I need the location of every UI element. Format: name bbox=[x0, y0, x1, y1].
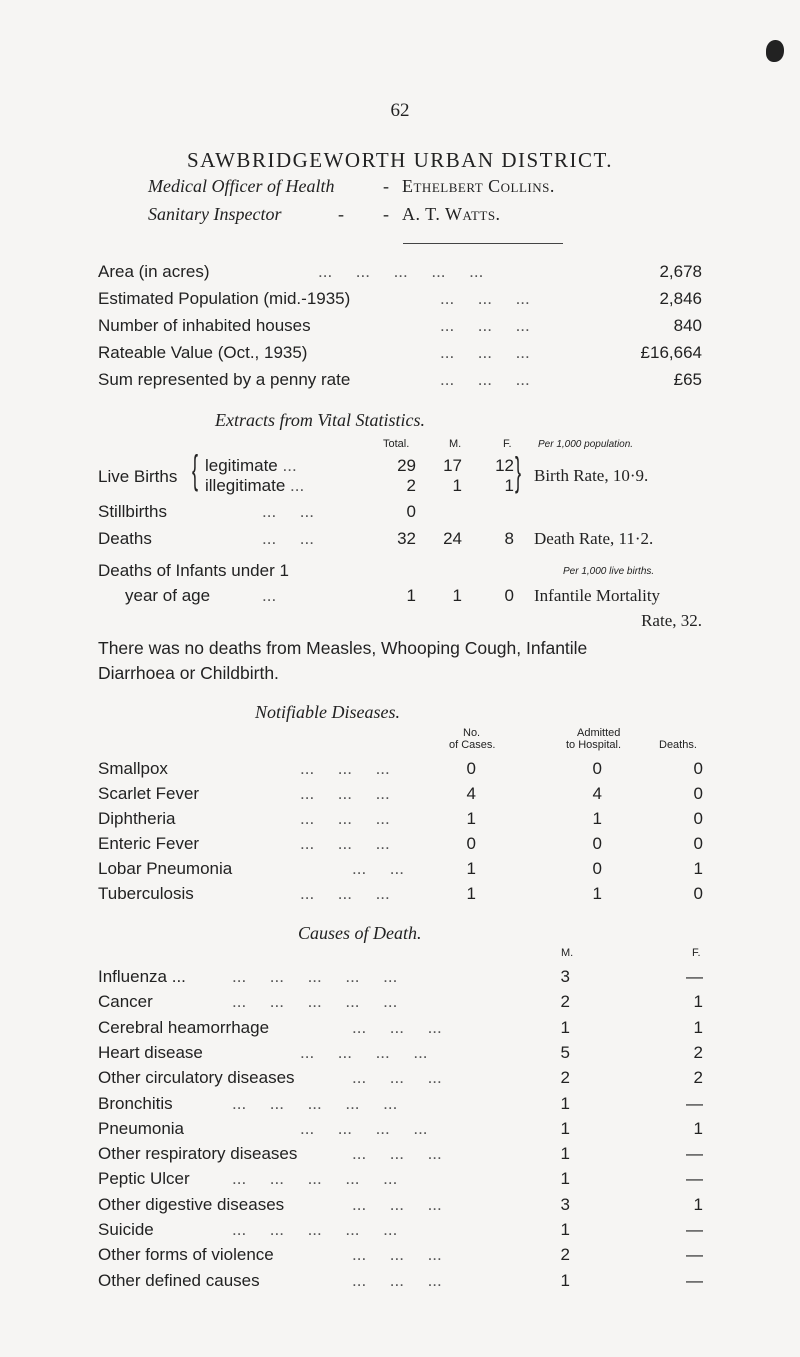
cause-m: 5 bbox=[560, 1043, 570, 1062]
leader-dots: ... ... ... ... ... bbox=[318, 262, 484, 281]
header-causes-f: F. bbox=[692, 947, 701, 959]
disease-cases: 0 bbox=[466, 834, 476, 853]
disease-name: Enteric Fever bbox=[98, 834, 200, 853]
summary-label: Sum represented by a penny rate bbox=[98, 370, 351, 389]
divider-rule bbox=[403, 243, 563, 244]
header-f: F. bbox=[503, 438, 512, 450]
summary-label: Rateable Value (Oct., 1935) bbox=[98, 343, 308, 362]
disease-admitted: 0 bbox=[592, 834, 602, 853]
cause-m: 1 bbox=[560, 1144, 570, 1163]
summary-value: 2,678 bbox=[659, 262, 702, 281]
disease-name: Tuberculosis bbox=[98, 884, 194, 903]
official-role-medical: Medical Officer of Health bbox=[148, 176, 335, 196]
stillbirths-total: 0 bbox=[406, 502, 416, 521]
legitimate-m: 17 bbox=[443, 456, 462, 475]
leader-dots: ... ... ... bbox=[352, 1144, 442, 1163]
leader-dots: ... bbox=[262, 586, 277, 605]
disease-cases: 0 bbox=[466, 759, 476, 778]
causes-title: Causes of Death. bbox=[298, 923, 422, 943]
cause-name: Other digestive diseases bbox=[98, 1195, 285, 1214]
cause-m: 1 bbox=[560, 1119, 570, 1138]
cause-f: — bbox=[686, 1169, 703, 1188]
cause-f: — bbox=[686, 1220, 703, 1239]
leader-dots: ... ... ... ... ... bbox=[232, 1094, 398, 1113]
cause-f: 1 bbox=[693, 1018, 703, 1037]
cause-name: Bronchitis bbox=[98, 1094, 173, 1113]
disease-name: Lobar Pneumonia bbox=[98, 859, 233, 878]
disease-cases: 1 bbox=[466, 884, 476, 903]
cause-m: 2 bbox=[560, 1068, 570, 1087]
header-admitted-1: Admitted bbox=[577, 727, 621, 739]
cause-m: 1 bbox=[560, 1018, 570, 1037]
cause-name: Cerebral heamorrhage bbox=[98, 1018, 270, 1037]
document-title: SAWBRIDGEWORTH URBAN DISTRICT. bbox=[186, 148, 614, 172]
leader-dots: ... ... ... bbox=[440, 370, 530, 389]
leader-dots: ... ... ... bbox=[300, 884, 390, 903]
leader-dots: ... ... ... ... ... bbox=[232, 992, 398, 1011]
cause-name: Suicide bbox=[98, 1220, 154, 1239]
disease-deaths: 0 bbox=[693, 884, 703, 903]
cause-m: 1 bbox=[560, 1271, 570, 1290]
header-cases-1: No. bbox=[463, 727, 481, 739]
deaths-m: 24 bbox=[443, 529, 462, 548]
official-name-sanitary: A. T. Watts. bbox=[402, 204, 501, 224]
disease-cases: 4 bbox=[466, 784, 476, 803]
brace-left: { bbox=[192, 448, 199, 492]
leader-dots: ... ... ... bbox=[300, 809, 390, 828]
leader-dots: ... ... ... bbox=[352, 1195, 442, 1214]
page-number: 62 bbox=[390, 100, 410, 121]
vital-stats-title: Extracts from Vital Statistics. bbox=[215, 410, 425, 430]
header-per-population: Per 1,000 population. bbox=[538, 439, 634, 450]
leader-dots: ... ... ... bbox=[440, 316, 530, 335]
deaths-total: 32 bbox=[397, 529, 416, 548]
illegitimate-f: 1 bbox=[504, 476, 514, 495]
leader-dots: ... ... bbox=[262, 502, 314, 521]
disease-cases: 1 bbox=[466, 809, 476, 828]
leader-dots: ... ... ... bbox=[440, 343, 530, 362]
live-births-label: Live Births bbox=[98, 467, 178, 486]
infant-deaths-label-line2: year of age bbox=[125, 586, 211, 605]
disease-deaths: 0 bbox=[693, 784, 703, 803]
cause-m: 1 bbox=[560, 1169, 570, 1188]
infant-deaths-label-line1: Deaths of Infants under 1 bbox=[98, 561, 289, 580]
disease-admitted: 0 bbox=[592, 759, 602, 778]
disease-name: Scarlet Fever bbox=[98, 784, 200, 803]
leader-dots: ... ... ... bbox=[352, 1271, 442, 1290]
summary-value: 840 bbox=[673, 316, 702, 335]
illegitimate-m: 1 bbox=[452, 476, 462, 495]
header-cases-2: of Cases. bbox=[449, 739, 496, 751]
disease-deaths: 0 bbox=[693, 809, 703, 828]
brace-right: } bbox=[515, 450, 522, 494]
cause-f: 1 bbox=[693, 1195, 703, 1214]
leader-dots: ... ... ... bbox=[352, 1245, 442, 1264]
official-name-medical: Ethelbert Collins. bbox=[402, 176, 555, 196]
header-deaths: Deaths. bbox=[659, 739, 697, 751]
infant-rate-line1: Infantile Mortality bbox=[534, 586, 661, 605]
infant-rate-line2: Rate, 32. bbox=[641, 611, 702, 630]
cause-f: 2 bbox=[693, 1043, 703, 1062]
note-line1: There was no deaths from Measles, Whooping Cough, Infantile bbox=[98, 638, 588, 658]
cause-name: Heart disease bbox=[98, 1043, 203, 1062]
leader-dots: ... ... ... bbox=[300, 784, 390, 803]
summary-value: £65 bbox=[673, 370, 702, 389]
disease-admitted: 1 bbox=[592, 809, 602, 828]
leader-dots: ... ... ... bbox=[300, 834, 390, 853]
leader-dots: ... ... ... bbox=[352, 1068, 442, 1087]
leader-dots: ... ... ... bbox=[300, 759, 390, 778]
disease-cases: 1 bbox=[466, 859, 476, 878]
cause-m: 2 bbox=[560, 1245, 570, 1264]
cause-name: Peptic Ulcer bbox=[98, 1169, 190, 1188]
leader-dots: ... ... bbox=[262, 529, 314, 548]
cause-m: 2 bbox=[560, 992, 570, 1011]
cause-name: Other defined causes bbox=[98, 1271, 260, 1290]
leader-dots: ... ... ... bbox=[352, 1018, 442, 1037]
legitimate-label: legitimate ... bbox=[205, 456, 297, 475]
summary-value: £16,664 bbox=[640, 343, 702, 362]
official-dash: - bbox=[338, 204, 344, 224]
summary-value: 2,846 bbox=[659, 289, 702, 308]
note-line2: Diarrhoea or Childbirth. bbox=[98, 663, 279, 683]
summary-label: Area (in acres) bbox=[98, 262, 210, 281]
summary-label: Estimated Population (mid.-1935) bbox=[98, 289, 351, 308]
cause-m: 3 bbox=[560, 1195, 570, 1214]
cause-name: Cancer bbox=[98, 992, 153, 1011]
birth-rate: Birth Rate, 10·9. bbox=[534, 466, 649, 485]
header-causes-m: M. bbox=[561, 947, 574, 959]
disease-deaths: 0 bbox=[693, 759, 703, 778]
cause-f: — bbox=[686, 1144, 703, 1163]
cause-name: Other respiratory diseases bbox=[98, 1144, 298, 1163]
disease-deaths: 0 bbox=[693, 834, 703, 853]
disease-deaths: 1 bbox=[693, 859, 703, 878]
cause-f: 1 bbox=[693, 992, 703, 1011]
ink-blot-mark bbox=[766, 40, 784, 62]
deaths-f: 8 bbox=[504, 529, 514, 548]
cause-m: 1 bbox=[560, 1220, 570, 1239]
leader-dots: ... ... ... ... ... bbox=[232, 967, 398, 986]
disease-admitted: 4 bbox=[592, 784, 602, 803]
illegitimate-label: illegitimate ... bbox=[205, 476, 305, 495]
per-live-births: Per 1,000 live births. bbox=[563, 566, 655, 577]
cause-f: 2 bbox=[693, 1068, 703, 1087]
cause-f: 1 bbox=[693, 1119, 703, 1138]
infant-total: 1 bbox=[406, 586, 416, 605]
deaths-label: Deaths bbox=[98, 529, 152, 548]
cause-f: — bbox=[686, 1245, 703, 1264]
stillbirths-label: Stillbirths bbox=[98, 502, 167, 521]
cause-f: — bbox=[686, 1271, 703, 1290]
disease-admitted: 1 bbox=[592, 884, 602, 903]
official-dash: - bbox=[383, 176, 389, 196]
infant-f: 0 bbox=[504, 586, 514, 605]
header-m: M. bbox=[449, 438, 462, 450]
leader-dots: ... ... bbox=[352, 859, 404, 878]
cause-m: 1 bbox=[560, 1094, 570, 1113]
cause-f: — bbox=[686, 1094, 703, 1113]
cause-name: Other circulatory diseases bbox=[98, 1068, 295, 1087]
disease-name: Diphtheria bbox=[98, 809, 176, 828]
leader-dots: ... ... ... ... ... bbox=[232, 1220, 398, 1239]
disease-admitted: 0 bbox=[592, 859, 602, 878]
leader-dots: ... ... ... ... bbox=[300, 1119, 428, 1138]
leader-dots: ... ... ... bbox=[440, 289, 530, 308]
cause-f: — bbox=[686, 967, 703, 986]
legitimate-total: 29 bbox=[397, 456, 416, 475]
disease-name: Smallpox bbox=[98, 759, 168, 778]
summary-label: Number of inhabited houses bbox=[98, 316, 311, 335]
leader-dots: ... ... ... ... bbox=[300, 1043, 428, 1062]
death-rate: Death Rate, 11·2. bbox=[534, 529, 654, 548]
header-admitted-2: to Hospital. bbox=[566, 739, 622, 751]
cause-name: Other forms of violence bbox=[98, 1245, 274, 1264]
official-dash: - bbox=[383, 204, 389, 224]
header-total: Total. bbox=[383, 438, 410, 450]
cause-m: 3 bbox=[560, 967, 570, 986]
official-role-sanitary: Sanitary Inspector bbox=[148, 204, 282, 224]
illegitimate-total: 2 bbox=[406, 476, 416, 495]
legitimate-f: 12 bbox=[495, 456, 514, 475]
cause-name: Pneumonia bbox=[98, 1119, 185, 1138]
notifiable-title: Notifiable Diseases. bbox=[255, 702, 400, 722]
infant-m: 1 bbox=[452, 586, 462, 605]
cause-name: Influenza ... bbox=[98, 967, 186, 986]
leader-dots: ... ... ... ... ... bbox=[232, 1169, 398, 1188]
